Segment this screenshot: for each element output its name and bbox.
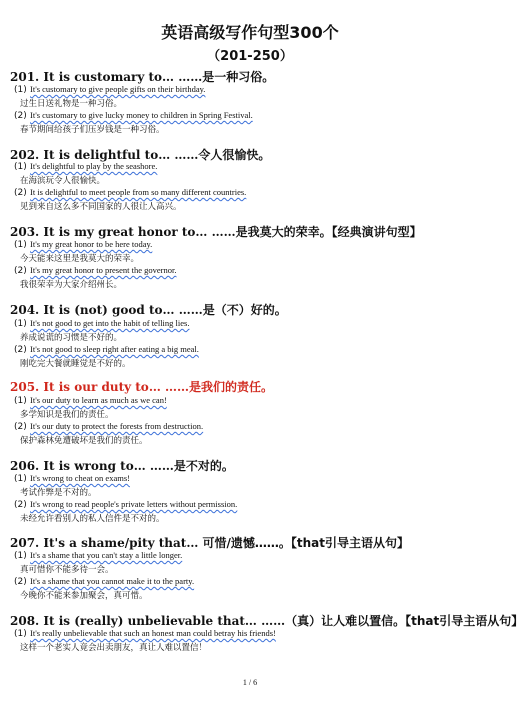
example-zh: 我很荣幸为大家介绍州长。 bbox=[20, 280, 123, 290]
item-number: (1) bbox=[14, 240, 27, 250]
heading-zh: 是一种习俗。 bbox=[202, 70, 275, 84]
item-number: (2) bbox=[14, 266, 27, 276]
heading-zh: （真）让人难以置信。 bbox=[285, 614, 406, 628]
item-number: (2) bbox=[14, 345, 27, 355]
example-en: It's my great honor to be here today. bbox=[30, 239, 153, 249]
example-en: It's customary to give people gifts on their birthday. bbox=[30, 84, 206, 94]
section-heading-204 bbox=[10, 301, 287, 318]
item-number: (1) bbox=[14, 85, 27, 95]
example-en: It's not good to sleep right after eating a big meal. bbox=[30, 344, 199, 354]
page-title: 英语高级写作句型300个 bbox=[161, 23, 339, 42]
example-zh: 见到来自这么多不同国家的人很让人高兴。 bbox=[20, 202, 182, 212]
example-zh: 在海滨玩令人很愉快。 bbox=[20, 176, 106, 186]
example-en: It's our duty to learn as much as we can! bbox=[30, 395, 167, 405]
example-en: It's really unbelievable that such an honest man could betray his friends! bbox=[30, 628, 276, 638]
example-zh: 今晚你不能来参加聚会，真可惜。 bbox=[20, 591, 148, 601]
item-number: (1) bbox=[14, 629, 27, 639]
section-heading-205 bbox=[10, 378, 273, 395]
heading-zh: 是我莫大的荣幸。 bbox=[235, 225, 332, 239]
example-zh: 刚吃完大餐就睡觉是不好的。 bbox=[20, 359, 131, 369]
section-heading-201 bbox=[10, 68, 274, 85]
section-heading-203 bbox=[10, 223, 422, 240]
item-number: (2) bbox=[14, 111, 27, 121]
heading-en: 204. It is (not) good to… …… bbox=[10, 303, 203, 317]
example-zh: 今天能来这里是我莫大的荣幸。 bbox=[20, 254, 140, 264]
example-en: It's not good to get into the habit of telling lies. bbox=[30, 318, 190, 328]
example-zh: 过生日送礼物是一种习俗。 bbox=[20, 99, 123, 109]
heading-en: 208. It is (really) unbelievable that… …… bbox=[10, 614, 286, 628]
heading-note: 【that引导主语从句】 bbox=[405, 614, 523, 628]
heading-en: 201. It is customary to… …… bbox=[10, 70, 203, 84]
heading-en: 203. It is my great honor to… …… bbox=[10, 225, 236, 239]
heading-zh: 是不对的。 bbox=[173, 459, 234, 473]
item-number: (1) bbox=[14, 396, 27, 406]
heading-zh: 可惜/遗憾……。 bbox=[202, 536, 291, 550]
heading-en: 205. It is our duty to… …… bbox=[10, 380, 189, 394]
heading-zh: 令人很愉快。 bbox=[198, 148, 271, 162]
item-number: (1) bbox=[14, 162, 27, 172]
example-en: It is delightful to meet people from so many different countries. bbox=[30, 187, 247, 197]
example-zh: 这样一个老实人竟会出卖朋友，真让人难以置信！ bbox=[20, 643, 208, 653]
example-en: It's a shame that you can't stay a little longer. bbox=[30, 550, 183, 560]
example-en: It's delightful to play by the seashore. bbox=[30, 161, 158, 171]
heading-en: 206. It is wrong to… …… bbox=[10, 459, 174, 473]
item-number: (2) bbox=[14, 188, 27, 198]
example-en: It's customary to give lucky money to children in Spring Festival. bbox=[30, 110, 253, 120]
example-zh: 多学知识是我们的责任。 bbox=[20, 410, 114, 420]
example-en: It's wrong to cheat on exams! bbox=[30, 473, 130, 483]
item-number: (2) bbox=[14, 577, 27, 587]
heading-note: 【that引导主语从句】 bbox=[290, 536, 410, 550]
section-heading-206 bbox=[10, 457, 234, 474]
item-number: (2) bbox=[14, 500, 27, 510]
page-number: 1 / 6 bbox=[242, 678, 258, 687]
heading-en: 202. It is delightful to… …… bbox=[10, 148, 199, 162]
example-en: It's a shame that you cannot make it to the party. bbox=[30, 576, 195, 586]
heading-note: 【经典演讲句型】 bbox=[331, 225, 422, 239]
item-number: (2) bbox=[14, 422, 27, 432]
example-zh: 养成说谎的习惯是不好的。 bbox=[20, 333, 123, 343]
page-subtitle: （201-250） bbox=[207, 49, 293, 64]
section-heading-207 bbox=[10, 534, 409, 551]
example-en: It's our duty to protect the forests from destruction. bbox=[30, 421, 204, 431]
example-zh: 真可惜你不能多待一会。 bbox=[20, 565, 114, 575]
example-zh: 未经允许看别人的私人信件是不对的。 bbox=[20, 514, 165, 524]
example-zh: 考试作弊是不对的。 bbox=[20, 488, 97, 498]
item-number: (1) bbox=[14, 319, 27, 329]
section-heading-208 bbox=[10, 612, 523, 629]
heading-zh: 是（不）好的。 bbox=[202, 303, 287, 317]
item-number: (1) bbox=[14, 551, 27, 561]
heading-zh: 是我们的责任。 bbox=[189, 380, 274, 394]
heading-en: 207. It's a shame/pity that… bbox=[10, 536, 203, 550]
example-zh: 保护森林免遭破坏是我们的责任。 bbox=[20, 436, 148, 446]
example-en: It's my great honor to present the governor. bbox=[30, 265, 177, 275]
item-number: (1) bbox=[14, 474, 27, 484]
example-zh: 春节期间给孩子们压岁钱是一种习俗。 bbox=[20, 125, 165, 135]
example-en: It's wrong to read people's private letters without permission. bbox=[30, 499, 238, 509]
